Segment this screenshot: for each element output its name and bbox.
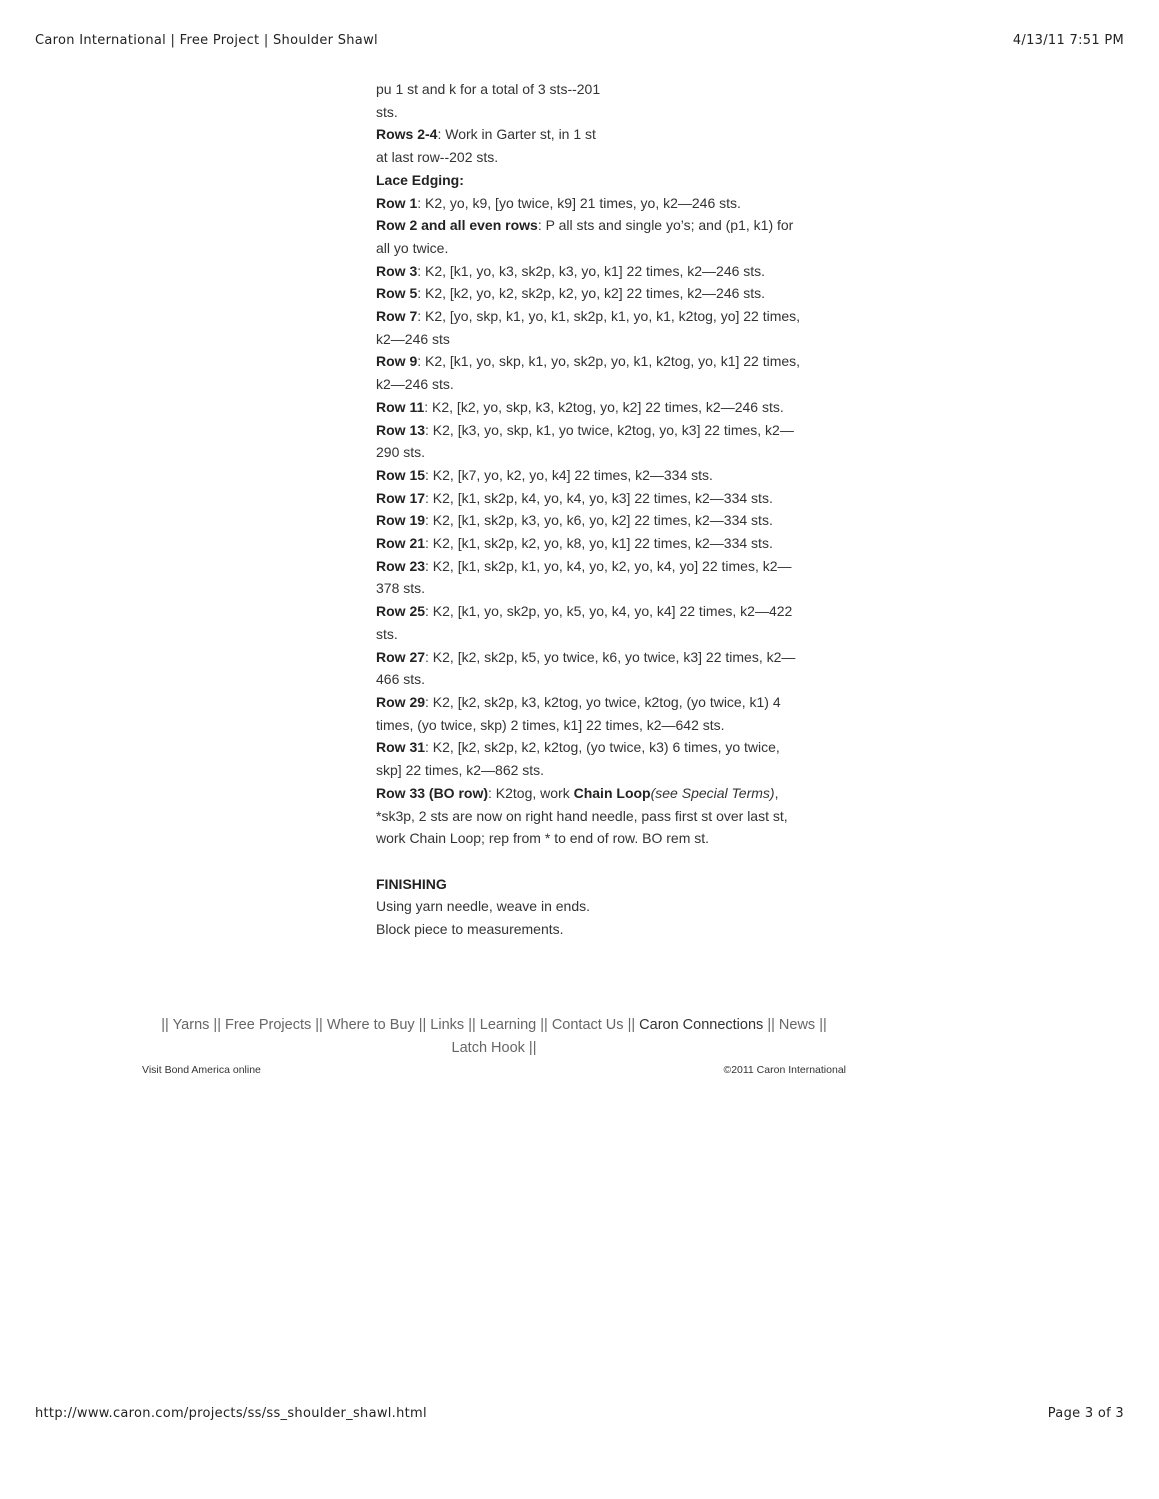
page-url: http://www.caron.com/projects/ss/ss_shoulder_shawl.html	[35, 1406, 427, 1421]
bond-america-link[interactable]: Visit Bond America online	[142, 1064, 261, 1076]
row-label: Row 15	[376, 466, 426, 483]
row-15: Row 15: K2, [k7, yo, k2, yo, k4] 22 times, k2—334 sts.	[376, 466, 713, 483]
row-13-continued: 290 sts.	[376, 444, 426, 461]
finishing-heading: FINISHING	[376, 875, 447, 892]
nav-link-where-to-buy[interactable]: Where to Buy	[326, 1017, 415, 1033]
row-5: Row 5: K2, [k2, yo, k2, sk2p, k2, yo, k2] 22 times, k2—246 sts.	[376, 285, 766, 302]
row-7: Row 7: K2, [yo, skp, k1, yo, k1, sk2p, k1, yo, k1, k2tog, yo] 22 times,	[376, 308, 801, 325]
row-13: Row 13: K2, [k3, yo, skp, k1, yo twice, k2tog, yo, k3] 22 times, k2—	[376, 421, 794, 438]
row-23: Row 23: K2, [k1, sk2p, k1, yo, k4, yo, k2, yo, k4, yo] 22 times, k2—	[376, 557, 792, 574]
nav-link-yarns[interactable]: Yarns	[172, 1017, 210, 1033]
nav-link-learning[interactable]: Learning	[479, 1017, 537, 1033]
row-label: Row 2 and all even rows	[376, 217, 538, 234]
intro-line: pu 1 st and k for a total of 3 sts--201	[376, 81, 601, 97]
row-2-even-continued: all yo twice.	[376, 239, 449, 256]
rows-2-4-continued: at last row--202 sts.	[376, 149, 499, 166]
row-17: Row 17: K2, [k1, sk2p, k4, yo, k4, yo, k3] 22 times, k2—334 sts.	[376, 489, 773, 506]
row-27-continued: 466 sts.	[376, 671, 426, 688]
row-label: Row 17	[376, 489, 426, 506]
print-page-title: Caron International | Free Project | Shoulder Shawl	[35, 33, 378, 48]
nav-link-caron-connections[interactable]: Caron Connections	[639, 1017, 764, 1033]
row-label: Row 13	[376, 421, 426, 438]
rows-2-4	[376, 123, 846, 146]
row-9-continued: k2—246 sts.	[376, 376, 454, 393]
row-33-continued: work Chain Loop; rep from * to end of row. BO rem st.	[376, 830, 710, 847]
spacer	[376, 850, 846, 873]
row-31-continued: skp] 22 times, k2—862 sts.	[376, 762, 545, 779]
row-29-continued: times, (yo twice, skp) 2 times, k1] 22 times, k2—642 sts.	[376, 716, 725, 733]
pattern-instructions	[376, 78, 846, 941]
row-31: Row 31: K2, [k2, sk2p, k2, k2tog, (yo twice, k3) 6 times, yo twice,	[376, 739, 780, 756]
row-label: Row 25	[376, 603, 426, 620]
row-label: Row 7	[376, 308, 418, 325]
row-text: : Work in Garter st, in 1 st	[437, 126, 596, 143]
row-21: Row 21: K2, [k1, sk2p, k2, yo, k8, yo, k1] 22 times, k2—334 sts.	[376, 535, 773, 552]
row-7-continued: k2—246 sts	[376, 330, 450, 347]
copyright: ©2011 Caron International	[723, 1064, 846, 1076]
nav-link-contact-us[interactable]: Contact Us	[551, 1017, 624, 1033]
row-label: Row 31	[376, 739, 426, 756]
print-datetime: 4/13/11 7:51 PM	[1012, 33, 1124, 48]
row-label: Row 29	[376, 693, 426, 710]
row-label: Row 3	[376, 262, 418, 279]
nav-link-latch-hook[interactable]: Latch Hook	[451, 1040, 525, 1056]
row-label: Row 23	[376, 557, 426, 574]
row-label: Row 21	[376, 535, 426, 552]
lace-edging-heading: Lace Edging:	[376, 171, 464, 188]
row-25-continued: sts.	[376, 625, 398, 642]
nav-link-news[interactable]: News	[778, 1017, 816, 1033]
nav-link-free-projects[interactable]: Free Projects	[225, 1017, 312, 1033]
nav-link-links[interactable]: Links	[430, 1017, 465, 1033]
row-19: Row 19: K2, [k1, sk2p, k3, yo, k6, yo, k2] 22 times, k2—334 sts.	[376, 512, 773, 529]
row-label: Row 11	[376, 398, 425, 415]
special-terms-note: (see Special Terms)	[650, 784, 775, 801]
row-label: Row 27	[376, 648, 426, 665]
footer-nav: || Yarns || Free Projects || Where to Buy || Links || Learning || Contact Us || Caron Connections || News || Latch Hook ||	[161, 1017, 827, 1056]
row-2-even: Row 2 and all even rows: P all sts and single yo’s; and (p1, k1) for	[376, 217, 794, 234]
row-23-continued: 378 sts.	[376, 580, 426, 597]
row-label: Row 1	[376, 194, 418, 211]
row-29: Row 29: K2, [k2, sk2p, k3, k2tog, yo twice, k2tog, (yo twice, k1) 4	[376, 693, 781, 710]
finishing-line: Block piece to measurements.	[376, 921, 564, 937]
row-label: Row 9	[376, 353, 418, 370]
chain-loop-term: Chain Loop	[573, 784, 651, 801]
row-33: Row 33 (BO row): K2tog, work Chain Loop(see Special Terms),	[376, 784, 779, 801]
finishing-line: Using yarn needle, weave in ends.	[376, 898, 591, 915]
row-9: Row 9: K2, [k1, yo, skp, k1, yo, sk2p, yo, k1, k2tog, yo, k1] 22 times,	[376, 353, 801, 370]
row-1: Row 1: K2, yo, k9, [yo twice, k9] 21 times, yo, k2—246 sts.	[376, 194, 741, 211]
row-label: Row 19	[376, 512, 426, 529]
row-33-continued: *sk3p, 2 sts are now on right hand needle, pass first st over last st,	[376, 807, 788, 824]
row-27: Row 27: K2, [k2, sk2p, k5, yo twice, k6, yo twice, k3] 22 times, k2—	[376, 648, 796, 665]
row-label: Row 33 (BO row)	[376, 784, 489, 801]
row-3: Row 3: K2, [k1, yo, k3, sk2p, k3, yo, k1] 22 times, k2—246 sts.	[376, 262, 766, 279]
row-25: Row 25: K2, [k1, yo, sk2p, yo, k5, yo, k4, yo, k4] 22 times, k2—422	[376, 603, 793, 620]
row-label: Rows 2-4	[376, 126, 438, 143]
row-11: Row 11: K2, [k2, yo, skp, k3, k2tog, yo, k2] 22 times, k2—246 sts.	[376, 398, 784, 415]
row-label: Row 5	[376, 285, 418, 302]
page-number: Page 3 of 3	[1047, 1406, 1124, 1421]
intro-line: sts.	[376, 103, 398, 120]
